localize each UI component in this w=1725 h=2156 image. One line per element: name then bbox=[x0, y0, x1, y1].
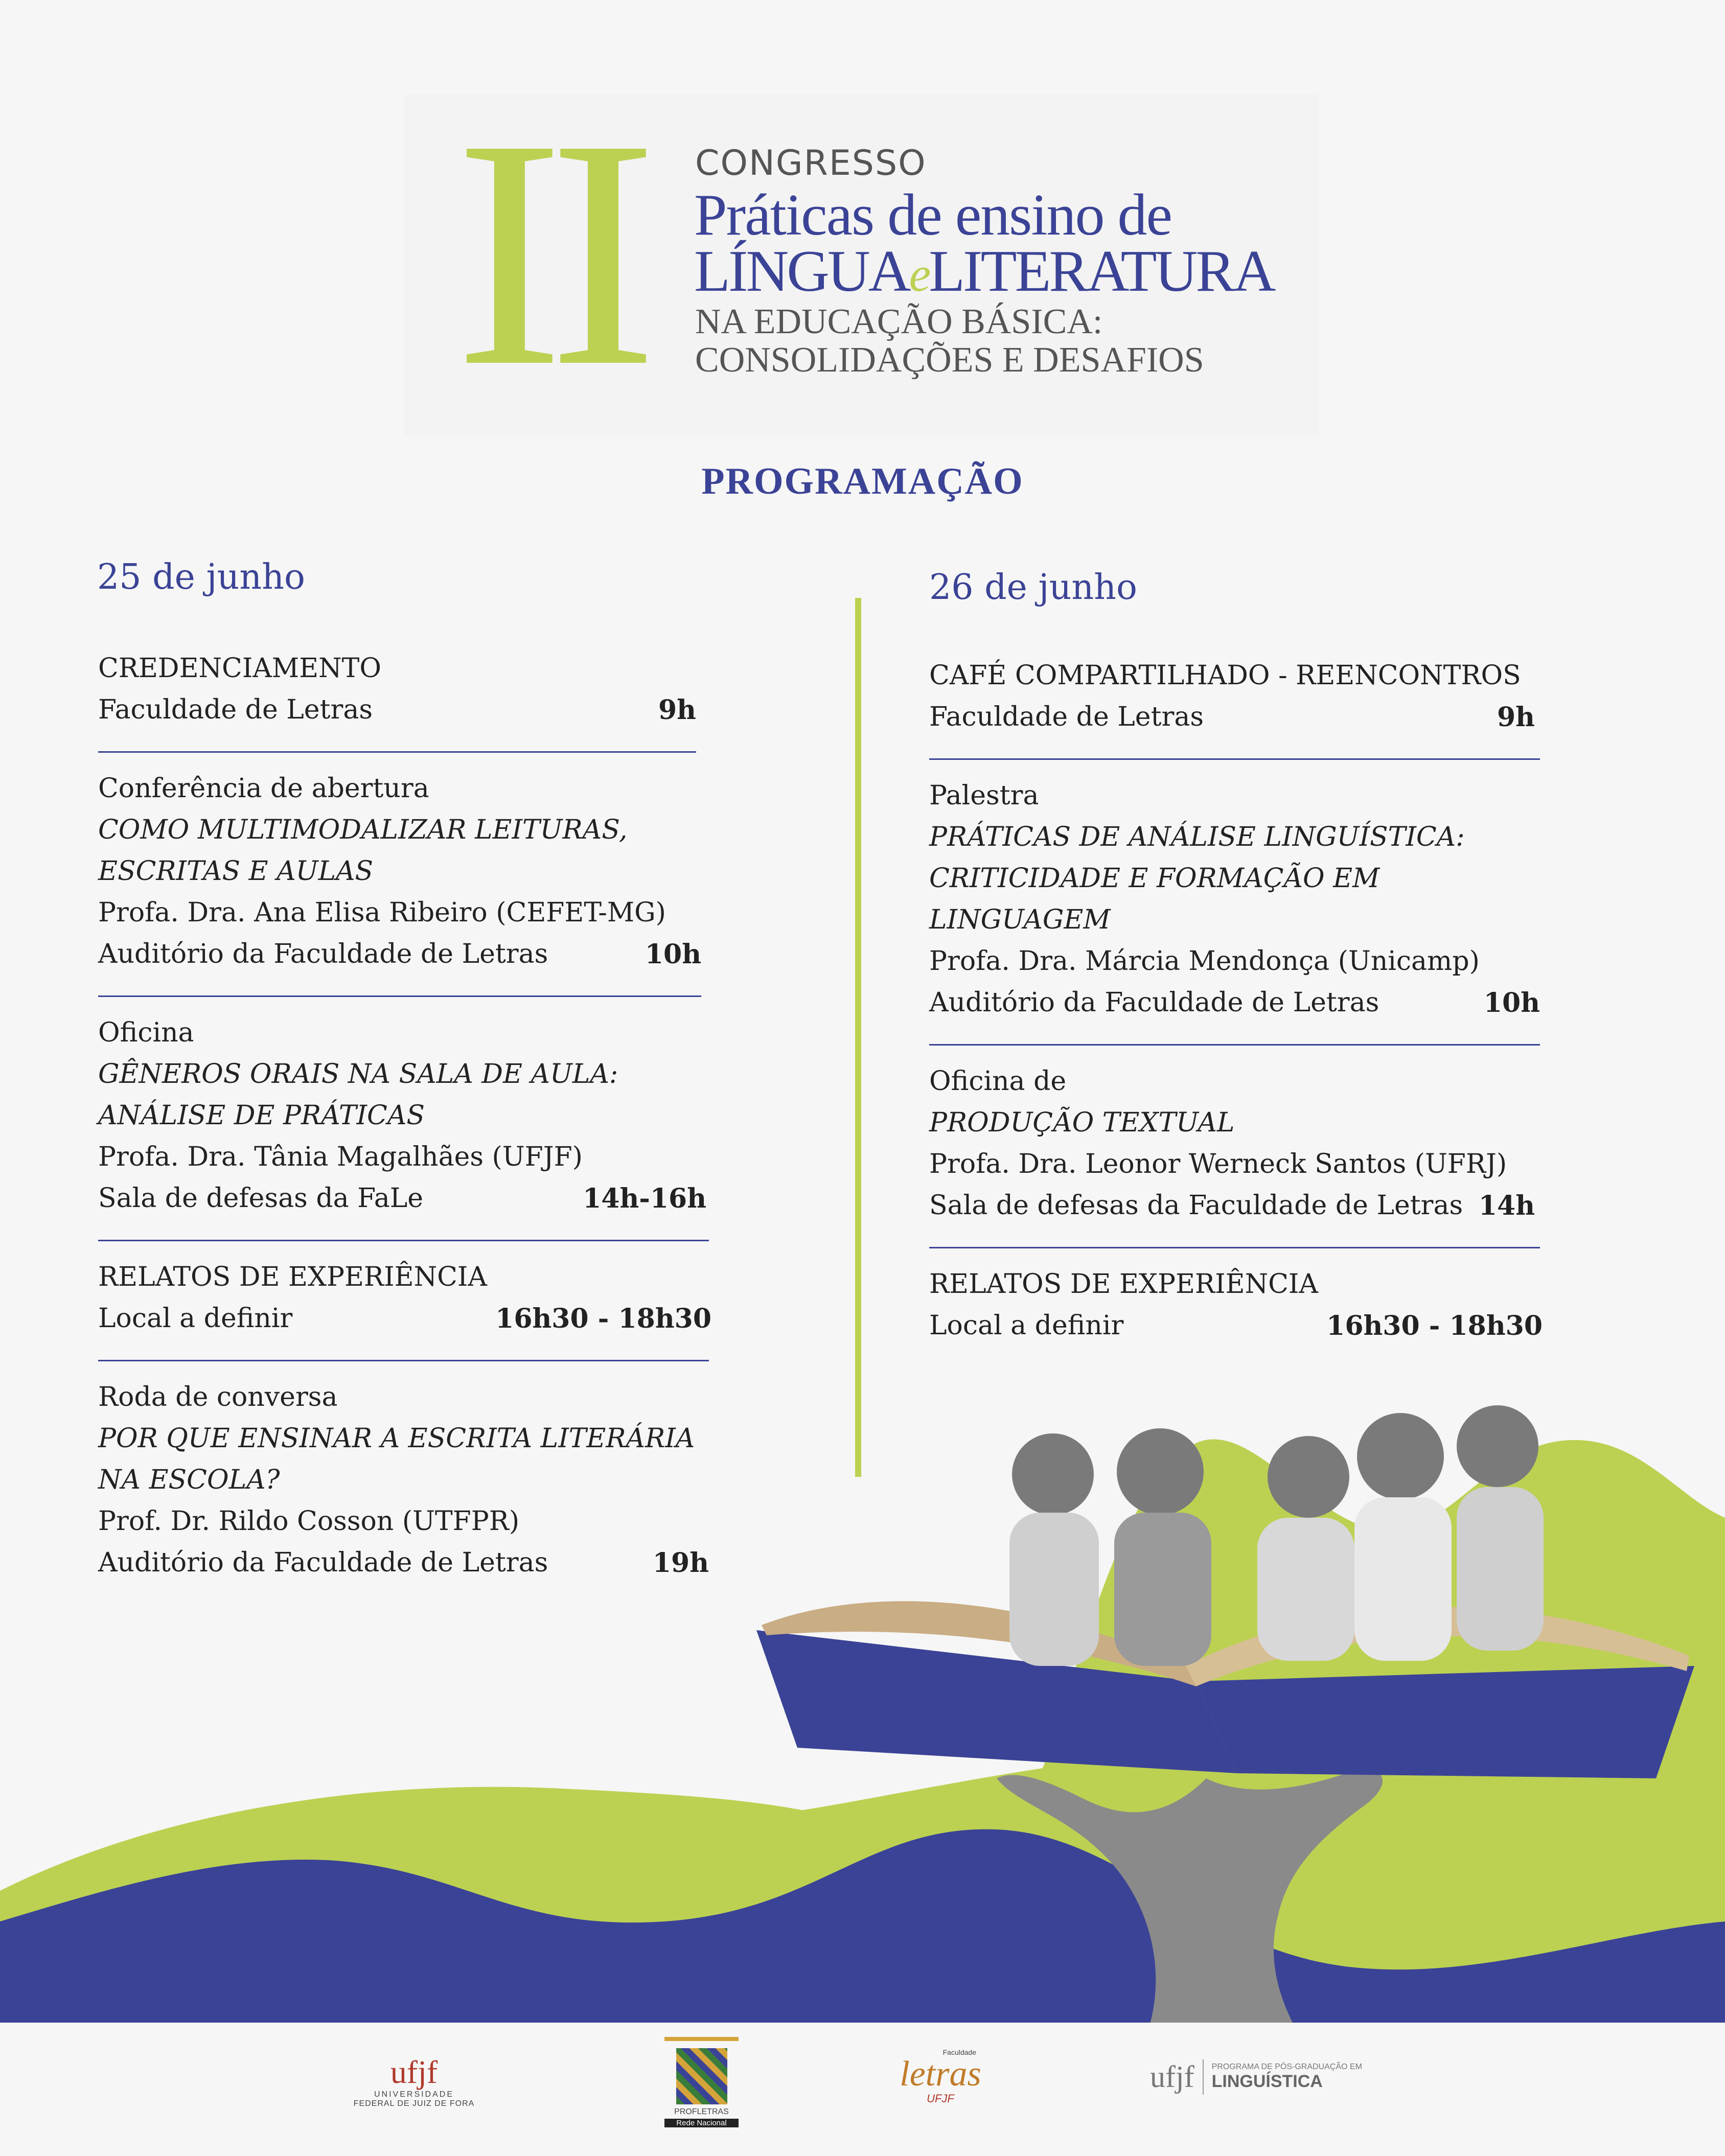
ppg-linguistica-logo bbox=[1150, 2059, 1416, 2095]
ufjf-name-1: UNIVERSIDADE bbox=[374, 2090, 454, 2099]
separator bbox=[929, 758, 1540, 760]
program-title: PROGRAMAÇÃO bbox=[701, 460, 1024, 502]
event-speaker: Profa. Dra. Leonor Werneck Santos (UFRJ) bbox=[929, 1149, 1507, 1179]
event-location-row bbox=[929, 1185, 1535, 1226]
child-body bbox=[1457, 1487, 1544, 1651]
separator bbox=[929, 1044, 1540, 1046]
rede-nacional: Rede Nacional bbox=[664, 2119, 739, 2127]
event-location-row bbox=[98, 1178, 706, 1219]
logo-line-2 bbox=[694, 238, 1274, 306]
logo-line-3: NA EDUCAÇÃO BÁSICA: bbox=[695, 302, 1103, 341]
ppg-line-1: PROGRAMA DE PÓS-GRADUAÇÃO EM bbox=[1211, 2062, 1362, 2071]
event-location: Auditório da Faculdade de Letras bbox=[98, 1547, 548, 1578]
logo-e: e bbox=[909, 247, 929, 302]
children-group bbox=[1009, 1405, 1544, 1666]
ppg-text bbox=[1212, 2062, 1362, 2092]
letras-logo bbox=[884, 2048, 997, 2105]
event-label: RELATOS DE EXPERIÊNCIA bbox=[98, 1262, 487, 1292]
child-body bbox=[1354, 1497, 1452, 1661]
event-time: 14h bbox=[1478, 1190, 1535, 1221]
child-body bbox=[1114, 1513, 1211, 1666]
separator bbox=[98, 1240, 709, 1241]
event-time: 10h bbox=[1483, 987, 1540, 1018]
event-location: Faculdade de Letras bbox=[929, 702, 1204, 732]
letras-small: Faculdade bbox=[942, 2048, 976, 2056]
profletras-icon bbox=[676, 2048, 727, 2104]
child-body bbox=[1009, 1513, 1099, 1666]
event-location: Auditório da Faculdade de Letras bbox=[929, 987, 1379, 1018]
day2-column bbox=[929, 655, 1548, 1347]
event-location-row bbox=[929, 697, 1535, 738]
event-time: 19h bbox=[652, 1547, 709, 1579]
event-label: CAFÉ COMPARTILHADO - REENCONTROS bbox=[929, 660, 1521, 691]
profletras-logo bbox=[664, 2037, 739, 2127]
event-location: Local a definir bbox=[929, 1310, 1124, 1341]
ufjf-logo bbox=[348, 2054, 480, 2108]
day1-event-oficina bbox=[98, 1012, 706, 1241]
logo-line-1: Práticas de ensino de bbox=[694, 182, 1172, 248]
event-talk: POR QUE ENSINAR A ESCRITA LITERÁRIA NA ESCOLA? bbox=[98, 1423, 695, 1495]
letras-word: letras bbox=[900, 2054, 981, 2094]
event-time: 16h30 - 18h30 bbox=[495, 1303, 711, 1334]
event-time: 16h30 - 18h30 bbox=[1326, 1310, 1543, 1341]
day1-event-credenciamento bbox=[98, 648, 706, 753]
child-head bbox=[1357, 1413, 1444, 1500]
event-location: Sala de defesas da Faculdade de Letras bbox=[929, 1190, 1463, 1221]
day1-event-relatos bbox=[98, 1257, 711, 1361]
day2-event-cafe bbox=[929, 655, 1548, 760]
child-head bbox=[1268, 1436, 1349, 1518]
event-location: Faculdade de Letras bbox=[98, 694, 373, 725]
congress-logo bbox=[404, 72, 1319, 437]
event-time: 9h bbox=[658, 694, 696, 726]
day2-event-relatos bbox=[929, 1264, 1548, 1347]
ufjf-mark: ufjf bbox=[390, 2054, 438, 2090]
logo-congresso: CONGRESSO bbox=[695, 143, 927, 183]
event-talk: PRODUÇÃO TEXTUAL bbox=[929, 1107, 1235, 1138]
child-head bbox=[1012, 1433, 1094, 1515]
separator bbox=[98, 751, 696, 753]
event-speaker: Profa. Dra. Ana Elisa Ribeiro (CEFET-MG) bbox=[98, 897, 666, 928]
event-location: Sala de defesas da FaLe bbox=[98, 1183, 424, 1214]
day2-event-oficina bbox=[929, 1061, 1548, 1248]
letras-ufjf: UFJF bbox=[927, 2092, 954, 2105]
event-label: Oficina de bbox=[929, 1066, 1067, 1097]
event-time: 14h-16h bbox=[583, 1183, 706, 1214]
event-label: Conferência de abertura bbox=[98, 773, 429, 804]
event-location-row bbox=[929, 1305, 1543, 1347]
day1-title: 25 de junho bbox=[97, 557, 305, 597]
separator bbox=[98, 1360, 709, 1361]
logo-lingua: LÍNGUA bbox=[694, 239, 909, 304]
event-talk: GÊNEROS ORAIS NA SALA DE AULA: ANÁLISE DE PRÁTICAS bbox=[98, 1059, 618, 1131]
column-divider bbox=[855, 598, 861, 1477]
event-location-row bbox=[98, 934, 701, 975]
child-body bbox=[1257, 1518, 1354, 1661]
event-label: Roda de conversa bbox=[98, 1382, 338, 1412]
child-head bbox=[1117, 1428, 1204, 1515]
event-speaker: Prof. Dr. Rildo Cosson (UTFPR) bbox=[98, 1506, 520, 1537]
roman-numeral: II bbox=[455, 72, 642, 434]
event-time: 9h bbox=[1497, 702, 1535, 733]
ppg-mark: ufjf bbox=[1150, 2059, 1204, 2095]
child-head bbox=[1457, 1405, 1538, 1487]
event-label: Palestra bbox=[929, 780, 1039, 811]
ufjf-name-2: FEDERAL DE JUIZ DE FORA bbox=[353, 2099, 475, 2108]
book-cover-right bbox=[1196, 1666, 1694, 1778]
day2-title: 26 de junho bbox=[929, 567, 1137, 608]
event-location: Auditório da Faculdade de Letras bbox=[98, 939, 548, 969]
event-label: RELATOS DE EXPERIÊNCIA bbox=[929, 1269, 1318, 1300]
separator bbox=[929, 1247, 1540, 1248]
event-speaker: Profa. Dra. Tânia Magalhães (UFJF) bbox=[98, 1142, 583, 1172]
footer bbox=[0, 2023, 1725, 2156]
event-speaker: Profa. Dra. Márcia Mendonça (Unicamp) bbox=[929, 946, 1480, 977]
profletras-text: PROFLETRAS bbox=[674, 2107, 729, 2116]
event-time: 10h bbox=[645, 939, 701, 970]
separator bbox=[98, 995, 701, 997]
event-location: Local a definir bbox=[98, 1303, 293, 1334]
event-location-row bbox=[98, 1298, 711, 1339]
event-talk: PRÁTICAS DE ANÁLISE LINGUÍSTICA: CRITICIDADE E FORMAÇÃO EM LINGUAGEM bbox=[929, 822, 1465, 935]
profletras-bar bbox=[664, 2037, 739, 2041]
day1-event-conferencia bbox=[98, 768, 706, 997]
event-label: CREDENCIAMENTO bbox=[98, 653, 381, 684]
event-location-row bbox=[929, 982, 1540, 1024]
event-location-row bbox=[98, 689, 696, 731]
decorative-illustration bbox=[0, 1380, 1725, 2024]
logo-literatura: LITERATURA bbox=[929, 239, 1274, 304]
event-label: Oficina bbox=[98, 1017, 194, 1048]
event-talk: COMO MULTIMODALIZAR LEITURAS, ESCRITAS E AULAS bbox=[98, 815, 628, 887]
day2-event-palestra bbox=[929, 775, 1548, 1046]
ppg-line-2: LINGUÍSTICA bbox=[1211, 2072, 1323, 2091]
logo-line-4: CONSOLIDAÇÕES E DESAFIOS bbox=[695, 340, 1204, 380]
